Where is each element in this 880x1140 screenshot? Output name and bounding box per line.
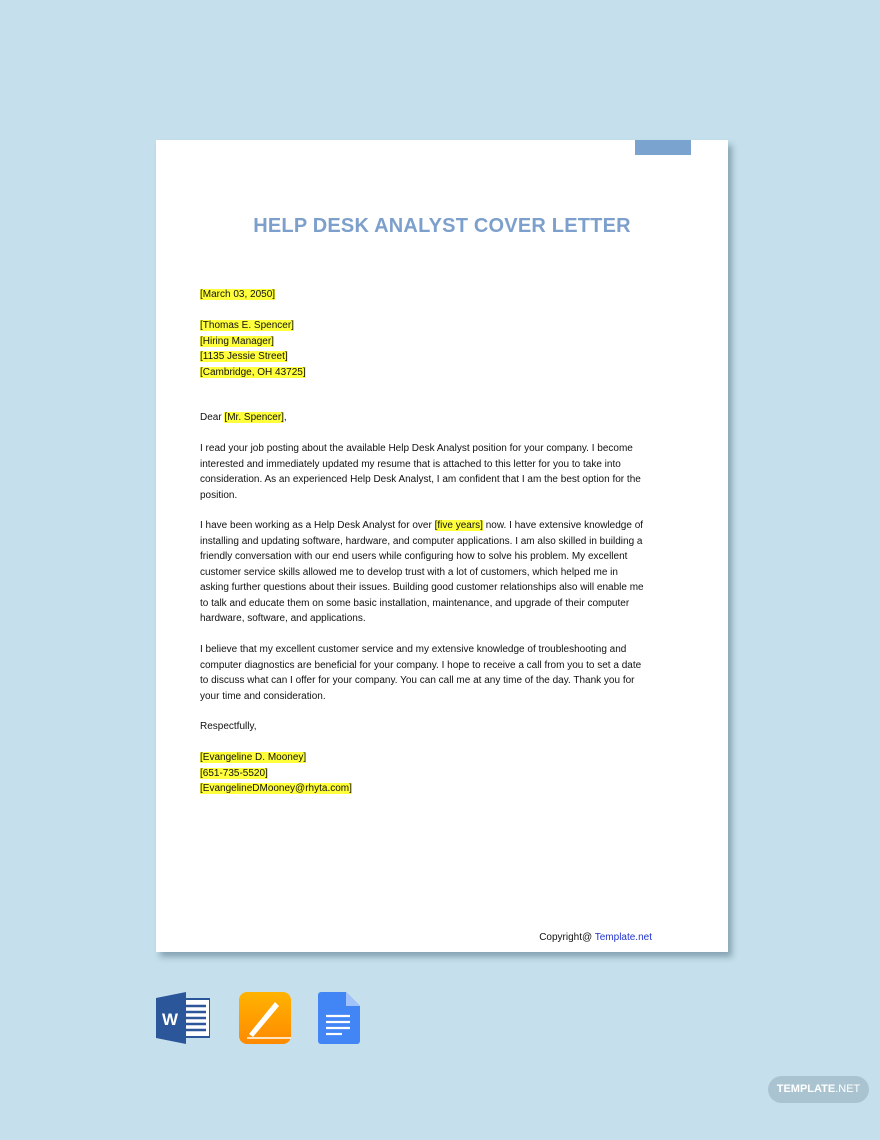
google-docs-icon[interactable] [318,992,360,1044]
copyright: Copyright@ Template.net [539,932,652,943]
page-tab-decoration [635,140,691,155]
salutation: Dear [Mr. Spencer], [200,412,287,423]
signature-block: [Evangeline D. Mooney] [651-735-5520] [EvangelineDMooney@rhyta.com] [200,752,352,794]
word-icon[interactable] [156,992,210,1044]
pages-icon[interactable] [239,992,291,1044]
letter-page [156,140,728,952]
template-link[interactable]: Template.net [594,932,652,943]
svg-text:W: W [161,1010,179,1029]
letter-title: HELP DESK ANALYST COVER LETTER [253,215,631,237]
date: [March 03, 2050] [200,289,276,300]
paragraph-2: I have been working as a Help Desk Analyst for over [five years] now. I have extensive knowledge of installing and updating software, hardware, and computer applications. I am also skilled in building a friendly conversation with our end users while configuring how to solve his problem. My excellent customer service skills allowed me to develop trust with a lot of customers, which helped me in asking further questions about their issues. Building good customer relationships also will enable me to talk and educate them on some basic installation, maintenance, and upgrade of their computer hardware, software, and applications. [200,520,644,624]
closing: Respectfully, [200,721,257,732]
template-net-badge[interactable]: TEMPLATE.NET [768,1076,869,1103]
recipient-block: [Thomas E. Spencer] [Hiring Manager] [1135 Jessie Street] [Cambridge, OH 43725] [200,320,306,378]
paragraph-1: I read your job posting about the available Help Desk Analyst position for your company. I become interested and immediately updated my resume that is attached to this letter for you to take into consideration. As an experienced Help Desk Analyst, I am confident that I am the best option for the position. [200,443,641,501]
paragraph-3: I believe that my excellent customer service and my extensive knowledge of troubleshooting and computer diagnostics are beneficial for your company. I hope to receive a call from you to set a date to discuss what can I offer for your company. You can call me at any time of the day. Thank you for your time and consideration. [200,644,642,702]
